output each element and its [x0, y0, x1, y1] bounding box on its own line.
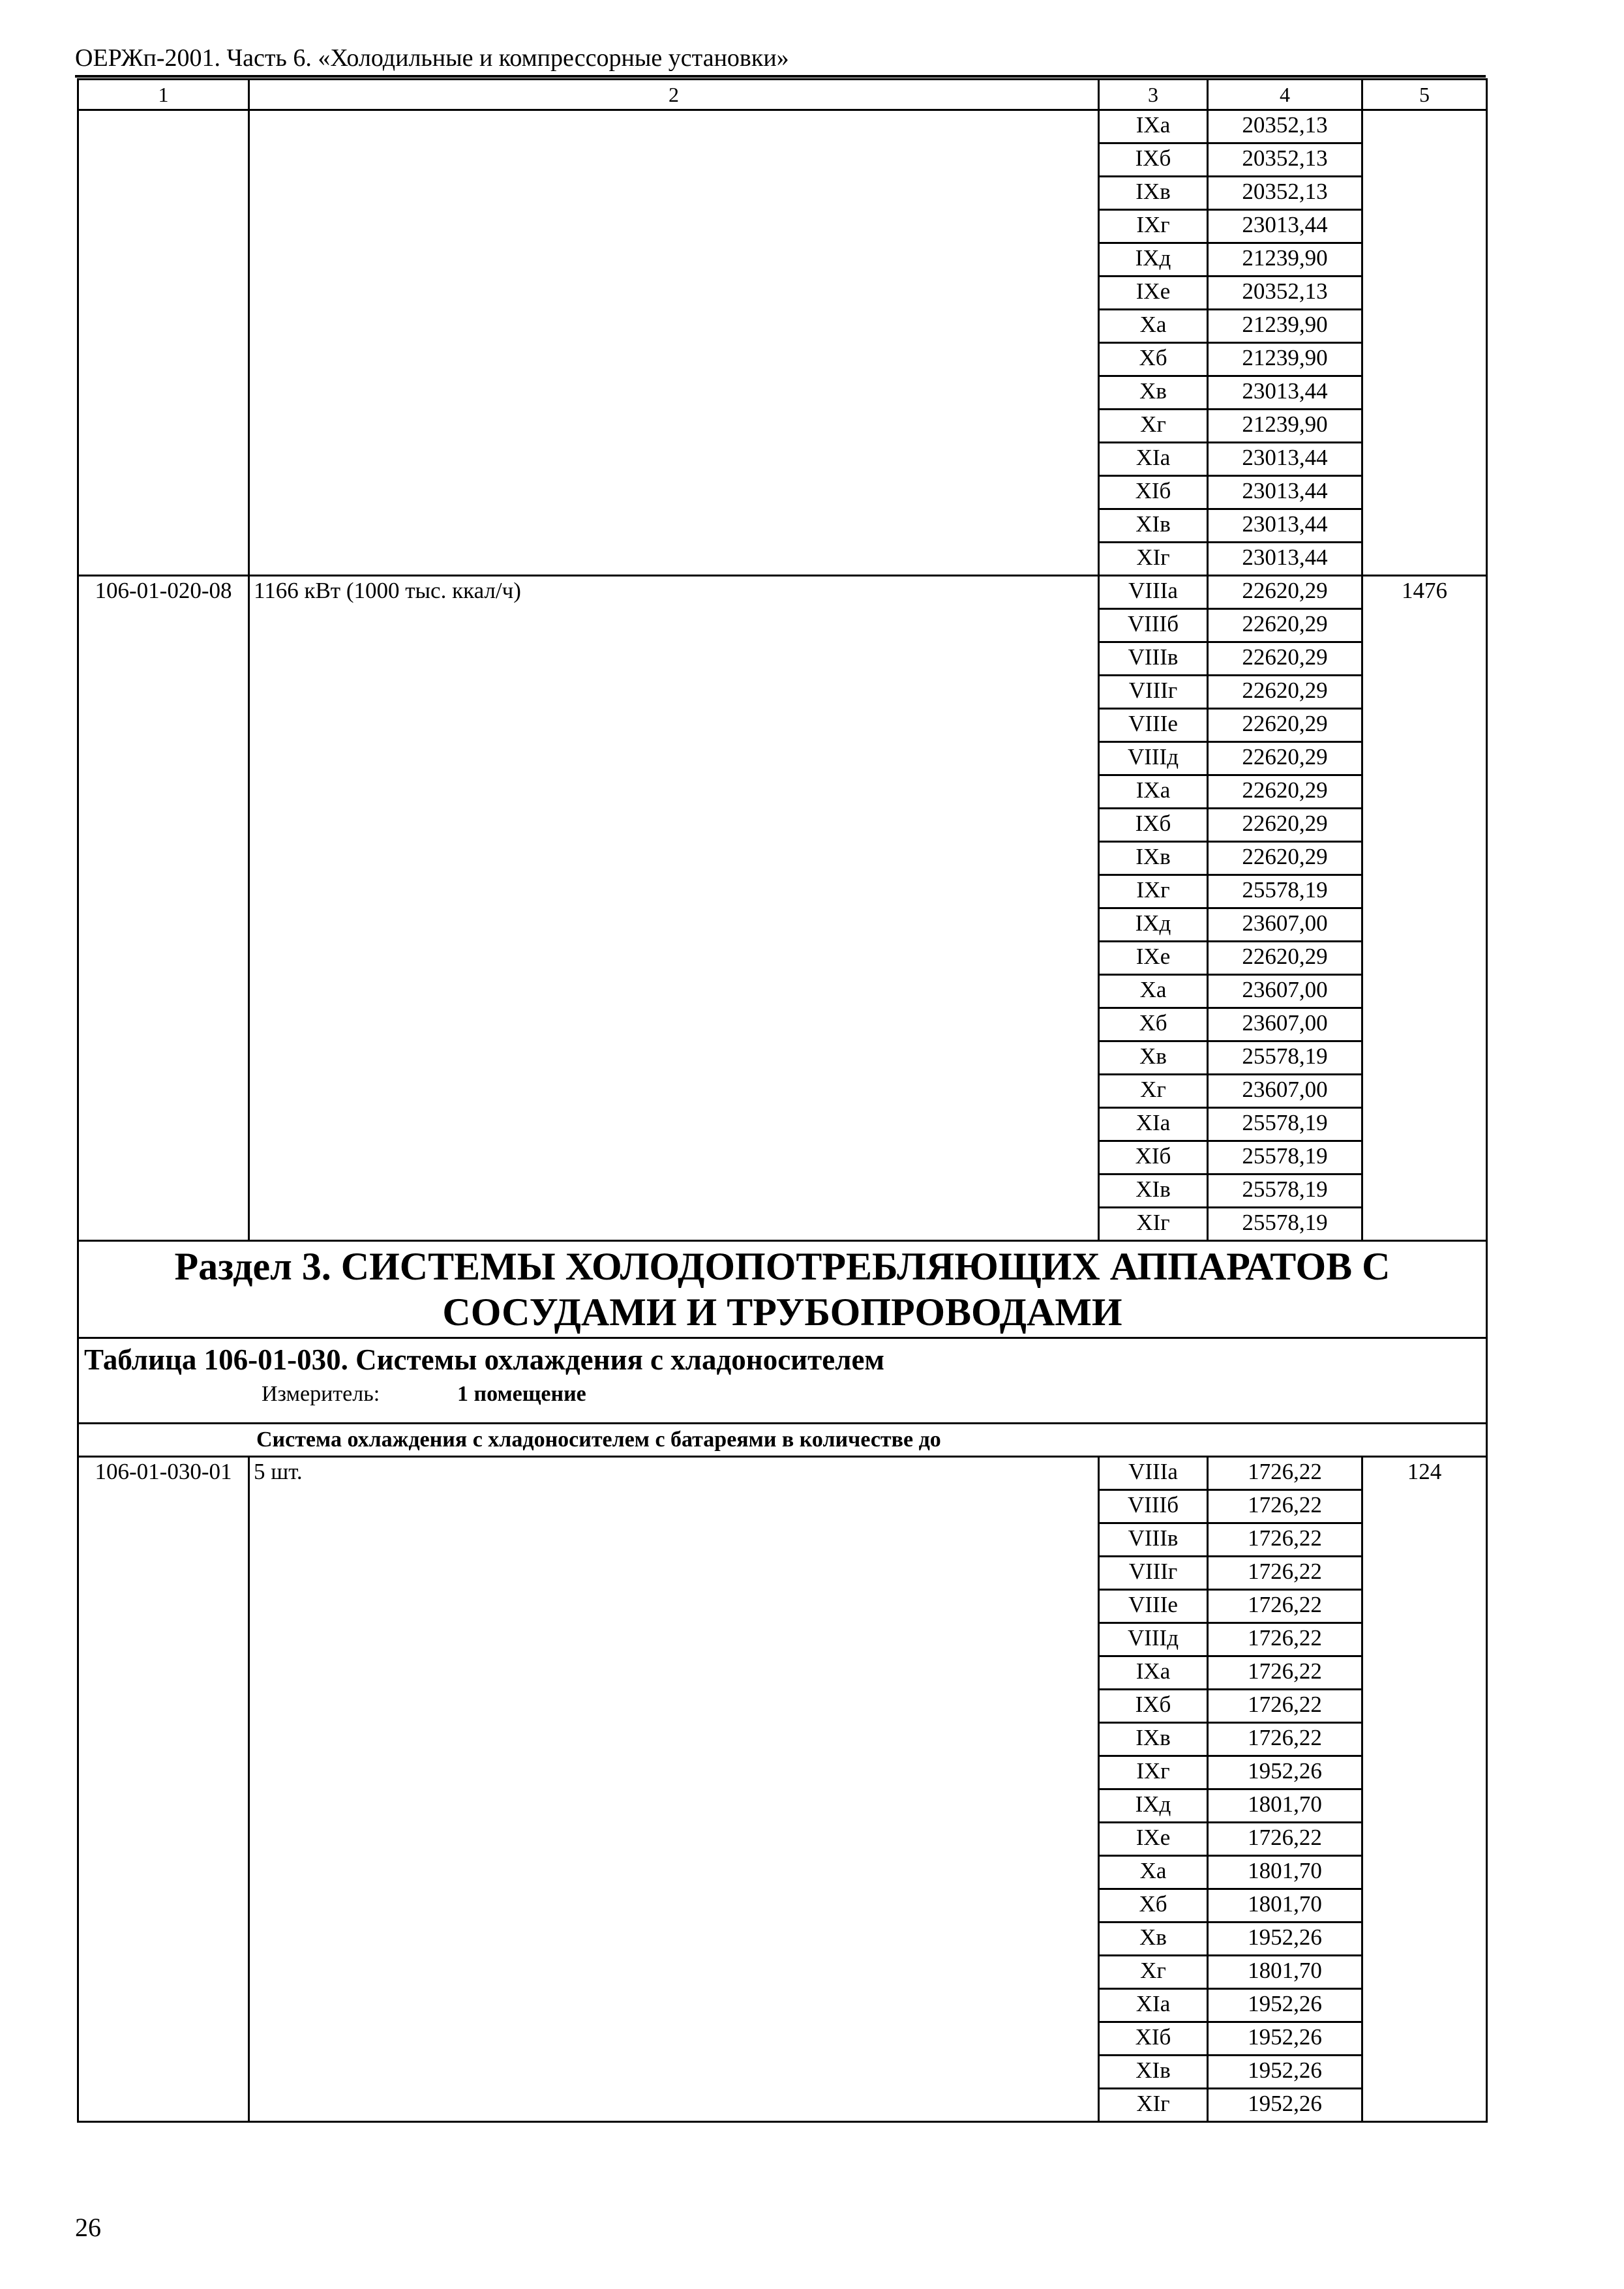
- zone-cell: XIв: [1099, 1174, 1208, 1208]
- column-number: 5: [1362, 80, 1487, 110]
- price-cell: 23607,00: [1208, 908, 1362, 942]
- price-cell: 25578,19: [1208, 1041, 1362, 1075]
- price-cell: 23013,44: [1208, 376, 1362, 410]
- zone-cell: IXе: [1099, 1823, 1208, 1856]
- zone-cell: XIб: [1099, 2022, 1208, 2056]
- zone-cell: Xв: [1099, 1922, 1208, 1956]
- zone-cell: XIа: [1099, 443, 1208, 476]
- price-cell: 1726,22: [1208, 1823, 1362, 1856]
- measure-label: Измеритель:: [262, 1382, 380, 1406]
- price-cell: 22620,29: [1208, 842, 1362, 875]
- subheading-cell: [78, 1424, 1487, 1457]
- zone-cell: VIIIб: [1099, 609, 1208, 642]
- price-cell: 23607,00: [1208, 1075, 1362, 1108]
- zone-cell: VIIIг: [1099, 676, 1208, 709]
- zone-cell: XIг: [1099, 1208, 1208, 1241]
- price-cell: 1801,70: [1208, 1956, 1362, 1989]
- column-number: 4: [1208, 80, 1362, 110]
- zone-cell: IXг: [1099, 210, 1208, 243]
- zone-cell: VIIIа: [1099, 576, 1208, 609]
- table-row: [78, 110, 1487, 143]
- header-rule: [75, 75, 1486, 78]
- price-cell: 1726,22: [1208, 1490, 1362, 1523]
- section-heading-row: [78, 1241, 1487, 1338]
- code-cell: 106-01-030-01: [78, 1457, 249, 2122]
- column-number: 1: [78, 80, 249, 110]
- zone-cell: IXа: [1099, 110, 1208, 143]
- price-cell: 23013,44: [1208, 210, 1362, 243]
- price-cell: 22620,29: [1208, 809, 1362, 842]
- price-cell: 1952,26: [1208, 2056, 1362, 2089]
- zone-cell: VIIIд: [1099, 742, 1208, 775]
- price-cell: 1726,22: [1208, 1623, 1362, 1656]
- zone-cell: IXв: [1099, 177, 1208, 210]
- zone-cell: Xб: [1099, 1008, 1208, 1041]
- zone-cell: XIб: [1099, 476, 1208, 509]
- zone-cell: IXа: [1099, 775, 1208, 809]
- price-cell: 23013,44: [1208, 476, 1362, 509]
- zone-cell: IXв: [1099, 1723, 1208, 1756]
- zone-cell: XIг: [1099, 543, 1208, 576]
- section-title: Раздел 3. СИСТЕМЫ ХОЛОДОПОТРЕБЛЯЮЩИХ АППАРАТОВ С СОСУДАМИ И ТРУБОПРОВОДАМИ: [78, 1241, 1487, 1338]
- zone-cell: IXд: [1099, 1789, 1208, 1823]
- zone-cell: IXг: [1099, 875, 1208, 908]
- price-cell: 21239,90: [1208, 343, 1362, 376]
- zone-cell: Xг: [1099, 1075, 1208, 1108]
- price-cell: 23607,00: [1208, 1008, 1362, 1041]
- price-cell: 23607,00: [1208, 975, 1362, 1008]
- price-cell: 20352,13: [1208, 143, 1362, 177]
- price-cell: 1726,22: [1208, 1457, 1362, 1490]
- zone-cell: VIIIд: [1099, 1623, 1208, 1656]
- price-cell: 1801,70: [1208, 1889, 1362, 1922]
- price-cell: 21239,90: [1208, 310, 1362, 343]
- price-cell: 23013,44: [1208, 543, 1362, 576]
- price-cell: 1952,26: [1208, 1756, 1362, 1789]
- price-cell: 1952,26: [1208, 2022, 1362, 2056]
- column-number: 3: [1099, 80, 1208, 110]
- table-title-cell: [78, 1338, 1487, 1424]
- price-cell: 1726,22: [1208, 1690, 1362, 1723]
- col5-cell: [1362, 110, 1487, 576]
- table-title: Таблица 106-01-030. Системы охлаждения с хладоносителем: [84, 1343, 885, 1376]
- zone-cell: IXд: [1099, 908, 1208, 942]
- price-cell: 1952,26: [1208, 1922, 1362, 1956]
- zone-cell: Xв: [1099, 376, 1208, 410]
- price-cell: 25578,19: [1208, 1141, 1362, 1174]
- zone-cell: IXб: [1099, 1690, 1208, 1723]
- price-cell: 1952,26: [1208, 2089, 1362, 2122]
- zone-cell: IXб: [1099, 809, 1208, 842]
- zone-cell: XIб: [1099, 1141, 1208, 1174]
- price-cell: 22620,29: [1208, 942, 1362, 975]
- price-cell: 25578,19: [1208, 1108, 1362, 1141]
- zone-cell: VIIIв: [1099, 1523, 1208, 1557]
- zone-cell: VIIIе: [1099, 1590, 1208, 1623]
- zone-cell: Xг: [1099, 410, 1208, 443]
- price-cell: 1726,22: [1208, 1557, 1362, 1590]
- page-number: 26: [75, 2213, 101, 2242]
- zone-cell: Xв: [1099, 1041, 1208, 1075]
- price-cell: 1801,70: [1208, 1856, 1362, 1889]
- zone-cell: IXд: [1099, 243, 1208, 277]
- column-number: 2: [249, 80, 1099, 110]
- zone-cell: VIIIв: [1099, 642, 1208, 676]
- rates-table: [77, 78, 1488, 2123]
- zone-cell: VIIIг: [1099, 1557, 1208, 1590]
- col5-cell: 1476: [1362, 576, 1487, 1241]
- price-cell: 25578,19: [1208, 1174, 1362, 1208]
- code-cell: [78, 110, 249, 576]
- column-number-row: [78, 80, 1487, 110]
- price-cell: 22620,29: [1208, 676, 1362, 709]
- col5-cell: 124: [1362, 1457, 1487, 2122]
- zone-cell: IXе: [1099, 277, 1208, 310]
- price-cell: 21239,90: [1208, 243, 1362, 277]
- table-row: [78, 1457, 1487, 1490]
- zone-cell: Xа: [1099, 1856, 1208, 1889]
- zone-cell: IXе: [1099, 942, 1208, 975]
- zone-cell: Xг: [1099, 1956, 1208, 1989]
- zone-cell: Xа: [1099, 310, 1208, 343]
- zone-cell: Xб: [1099, 1889, 1208, 1922]
- price-cell: 22620,29: [1208, 775, 1362, 809]
- name-cell: 5 шт.: [249, 1457, 1099, 2122]
- subheading: Система охлаждения с хладоносителем с батареями в количестве до: [256, 1428, 941, 1452]
- zone-cell: XIв: [1099, 2056, 1208, 2089]
- price-cell: 1726,22: [1208, 1656, 1362, 1690]
- zone-cell: IXа: [1099, 1656, 1208, 1690]
- price-cell: 23013,44: [1208, 443, 1362, 476]
- price-cell: 20352,13: [1208, 277, 1362, 310]
- price-cell: 20352,13: [1208, 177, 1362, 210]
- zone-cell: IXв: [1099, 842, 1208, 875]
- price-cell: 1726,22: [1208, 1523, 1362, 1557]
- name-cell: 1166 кВт (1000 тыс. ккал/ч): [249, 576, 1099, 1241]
- price-cell: 22620,29: [1208, 609, 1362, 642]
- zone-cell: XIв: [1099, 509, 1208, 543]
- zone-cell: VIIIе: [1099, 709, 1208, 742]
- price-cell: 20352,13: [1208, 110, 1362, 143]
- price-cell: 1952,26: [1208, 1989, 1362, 2022]
- zone-cell: XIа: [1099, 1108, 1208, 1141]
- zone-cell: VIIIа: [1099, 1457, 1208, 1490]
- measure-line: [84, 1378, 1481, 1411]
- price-cell: 22620,29: [1208, 709, 1362, 742]
- price-cell: 22620,29: [1208, 576, 1362, 609]
- price-cell: 1726,22: [1208, 1723, 1362, 1756]
- table-title-row: [78, 1338, 1487, 1424]
- zone-cell: Xа: [1099, 975, 1208, 1008]
- price-cell: 25578,19: [1208, 1208, 1362, 1241]
- zone-cell: IXг: [1099, 1756, 1208, 1789]
- price-cell: 1801,70: [1208, 1789, 1362, 1823]
- page-header: ОЕРЖп-2001. Часть 6. «Холодильные и компрессорные установки»: [75, 44, 789, 72]
- price-cell: 25578,19: [1208, 875, 1362, 908]
- zone-cell: Xб: [1099, 343, 1208, 376]
- price-cell: 1726,22: [1208, 1590, 1362, 1623]
- name-cell: [249, 110, 1099, 576]
- subheading-row: [78, 1424, 1487, 1457]
- measure-value: 1 помещение: [457, 1382, 586, 1406]
- price-cell: 23013,44: [1208, 509, 1362, 543]
- table-row: [78, 576, 1487, 609]
- zone-cell: XIг: [1099, 2089, 1208, 2122]
- zone-cell: VIIIб: [1099, 1490, 1208, 1523]
- zone-cell: IXб: [1099, 143, 1208, 177]
- price-cell: 22620,29: [1208, 742, 1362, 775]
- zone-cell: XIа: [1099, 1989, 1208, 2022]
- price-cell: 22620,29: [1208, 642, 1362, 676]
- code-cell: 106-01-020-08: [78, 576, 249, 1241]
- price-cell: 21239,90: [1208, 410, 1362, 443]
